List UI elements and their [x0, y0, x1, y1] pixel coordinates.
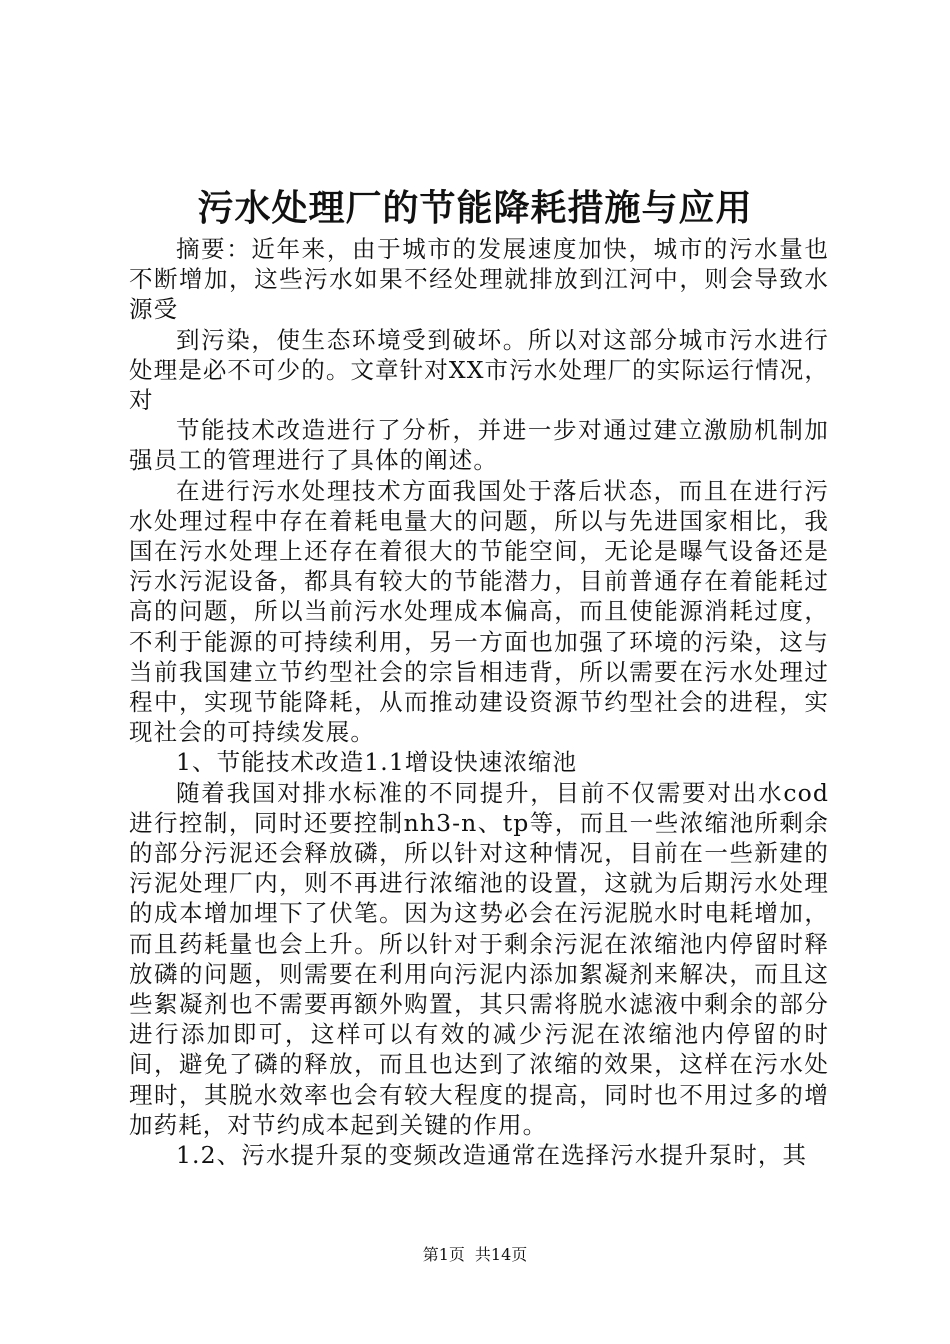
paragraph-abstract-continued: 到污染，使生态环境受到破坏。所以对这部分城市污水进行处理是必不可少的。文章针对XX市污水处理厂的实际运行情况，对: [129, 325, 829, 415]
paragraph-concentration-tank: 随着我国对排水标准的不同提升，目前不仅需要对出水cod进行控制，同时还要控制nh3-n、tp等，而且一些浓缩池所剩余的部分污泥还会释放磷，所以针对这种情况，目前在一些新建的污泥处理厂内，则不再进行浓缩池的设置，这就为后期污水处理的成本增加埋下了伏笔。因为这势必会在污泥脱水时电耗增加，而且药耗量也会上升。所以针对于剩余污泥在浓缩池内停留时释放磷的问题，则需要在利用向污泥内添加絮凝剂来解决，而且这些絮凝剂也不需要再额外购置，其只需将脱水滤液中剩余的部分进行添加即可，这样可以有效的减少污泥在浓缩池内停留的时间，避免了磷的释放，而且也达到了浓缩的效果，这样在污水处理时，其脱水效率也会有较大程度的提高，同时也不用过多的增加药耗，对节约成本起到关键的作用。: [129, 778, 829, 1139]
section-heading-1-2: 1.2、污水提升泵的变频改造通常在选择污水提升泵时，其: [176, 1141, 808, 1170]
paragraph-abstract-end: 节能技术改造进行了分析，并进一步对通过建立激励机制加强员工的管理进行了具体的阐述。: [129, 416, 829, 475]
document-body: [129, 234, 829, 1170]
paragraph-abstract: 摘要：近年来，由于城市的发展速度加快，城市的污水量也不断增加，这些污水如果不经处理就排放到江河中，则会导致水源受: [129, 235, 829, 324]
page-number: 第1页: [422, 1245, 465, 1264]
page-total: 共14页: [474, 1245, 528, 1264]
page-footer: [0, 1244, 950, 1266]
document-title: 污水处理厂的节能降耗措施与应用: [197, 187, 753, 229]
section-heading-1: 1、节能技术改造1.1增设快速浓缩池: [176, 748, 578, 777]
paragraph-background: 在进行污水处理技术方面我国处于落后状态，而且在进行污水处理过程中存在着耗电量大的问题，所以与先进国家相比，我国在污水处理上还存在着很大的节能空间，无论是曝气设备还是污水污泥设备，都具有较大的节能潜力，目前普通存在着能耗过高的问题，所以当前污水处理成本偏高，而且使能源消耗过度，不利于能源的可持续利用，另一方面也加强了环境的污染，这与当前我国建立节约型社会的宗旨相违背，所以需要在污水处理过程中，实现节能降耗，从而推动建设资源节约型社会的进程，实现社会的可持续发展。: [129, 476, 829, 747]
